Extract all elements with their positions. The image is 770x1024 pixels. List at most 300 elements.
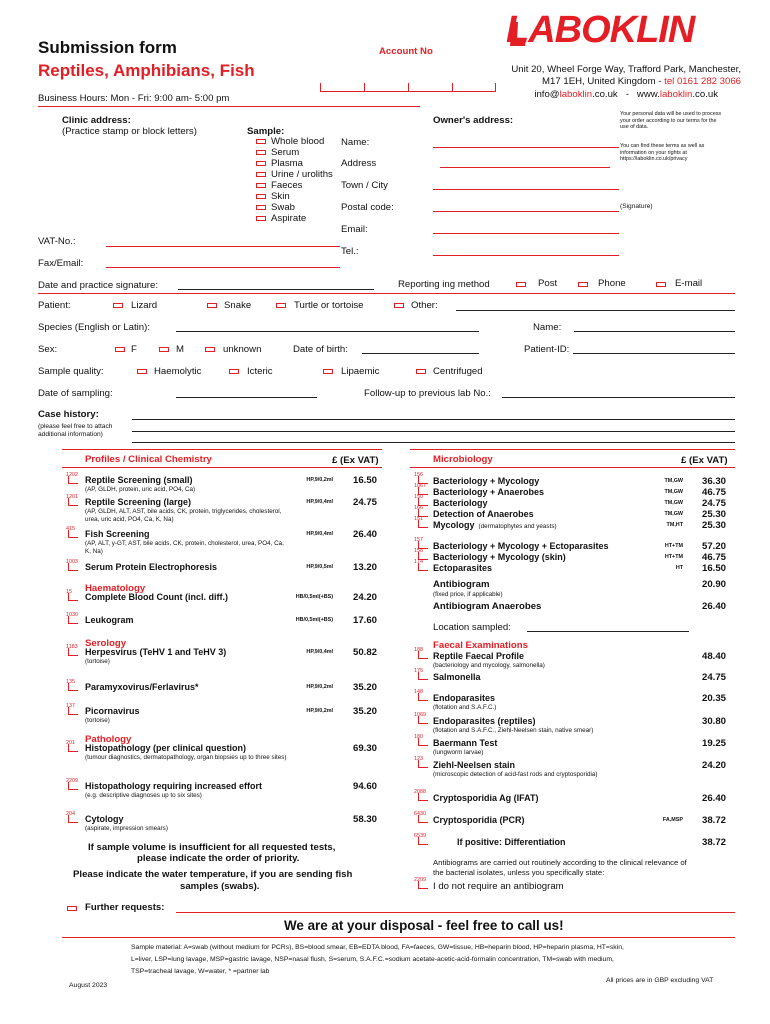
sample-option-label: Plasma <box>271 158 303 169</box>
test-code: 1202 <box>66 472 78 478</box>
sample-material-tag: HT+TM <box>664 543 683 549</box>
sample-checkbox[interactable] <box>256 194 266 199</box>
test-code: 174 <box>414 559 423 565</box>
test-code: 6539 <box>414 833 426 839</box>
water-temp-note-1: Please indicate the water temperature, if you are sending fish <box>73 869 353 880</box>
test-checkbox[interactable] <box>68 782 78 790</box>
sample-option-label: Faeces <box>271 180 303 191</box>
form-date: August 2023 <box>69 982 108 989</box>
antibiogram-label: Antibiogram <box>433 579 490 590</box>
test-name: Paramyxovirus/Ferlavirus* <box>85 682 199 692</box>
sample-material-legend-2: L=liver, LSP=lung lavage, MSP=gastric lavage, NSP=nasal flush, S=serum, S.A.F.C.=sodium acetate-acetic-acid-formalin concentration, TM=swab with medium, <box>131 956 614 963</box>
patient-lizard-checkbox[interactable] <box>113 303 123 308</box>
section-heading: Serology <box>85 638 127 649</box>
test-code: 156 <box>414 472 423 478</box>
sample-checkbox[interactable] <box>256 139 266 144</box>
quality-icteric-label: Icteric <box>247 366 273 377</box>
patient-snake-checkbox[interactable] <box>207 303 217 308</box>
test-price: 25.30 <box>701 509 726 520</box>
sample-material-tag: HP,9/0,2ml <box>306 477 333 483</box>
test-checkbox[interactable] <box>418 793 428 801</box>
pet-name-field[interactable] <box>574 331 735 332</box>
test-name-text: Bacteriology + Mycology <box>433 476 540 486</box>
left-price-heading: £ (Ex VAT) <box>332 455 379 466</box>
owner-line-3[interactable] <box>433 211 619 212</box>
test-checkbox[interactable] <box>68 498 78 506</box>
reporting-post-label: Post <box>538 278 558 289</box>
test-checkbox[interactable] <box>68 648 78 656</box>
further-requests-field[interactable] <box>176 912 735 913</box>
clinic-address-hint: (Practice stamp or block letters) <box>62 126 197 137</box>
test-code: 151 <box>414 516 423 522</box>
sample-option-label: Aspirate <box>271 213 307 224</box>
test-checkbox[interactable] <box>68 683 78 691</box>
header-divider <box>38 106 420 107</box>
test-code: 2209 <box>66 778 78 784</box>
test-description: (lungworm larvae) <box>433 749 484 756</box>
water-temp-note-2: samples (swabs). <box>180 881 260 892</box>
test-name-text: Bacteriology + Anaerobes <box>433 487 544 497</box>
test-checkbox[interactable] <box>68 563 78 571</box>
vat-label: VAT-No.: <box>38 236 76 247</box>
antibiogram-anaerobes-price: 26.40 <box>701 601 726 612</box>
page-subtitle: Reptiles, Amphibians, Fish <box>38 61 255 80</box>
reporting-email-label: E-mail <box>675 278 703 289</box>
sample-checkbox[interactable] <box>256 150 266 155</box>
lab-postcode: M17 1EH, United Kingdom - <box>542 76 662 87</box>
sample-material-tag: FA,MSP <box>662 817 683 823</box>
test-description: (flotation and S.A.F.C.) <box>433 704 497 711</box>
patient-other-checkbox[interactable] <box>394 303 404 308</box>
test-name: Cryptosporidia Ag (IFAT) <box>433 793 539 803</box>
dob-label: Date of birth: <box>293 344 348 355</box>
test-name-text: Mycology <box>433 520 475 530</box>
test-description: (AP, GLDH, protein, uric acid, PO4, Ca) <box>85 486 196 493</box>
date-sampling-field[interactable] <box>176 397 317 398</box>
contact-separator: - <box>625 89 629 100</box>
owner-address-label: Owner's address: <box>433 115 514 126</box>
test-checkbox[interactable] <box>68 476 78 484</box>
email-brand: laboklin <box>559 89 593 100</box>
test-code: 204 <box>66 811 75 817</box>
sample-material-tag: HP,9/0,4ml <box>306 531 333 537</box>
sample-material-tag: HP,9/0,2ml <box>306 708 333 714</box>
test-name: Histopathology (per clinical question) <box>85 743 247 753</box>
test-name: Reptile Screening (small) <box>85 475 193 485</box>
case-history-line-3[interactable] <box>132 442 735 443</box>
patient-label: Patient: <box>38 300 71 311</box>
test-code: 180 <box>414 734 423 740</box>
lab-address-line2 <box>542 76 741 87</box>
test-name: Cryptosporidia (PCR) <box>433 815 525 825</box>
profiles-heading: Profiles / Clinical Chemistry <box>85 454 212 465</box>
owner-address-field-label: Address <box>341 158 377 169</box>
laboklin-logo <box>506 9 732 52</box>
test-name: Bacteriology + Mycology + Ectoparasites <box>433 541 609 551</box>
test-code: 1069 <box>414 712 426 718</box>
patient-lizard-label: Lizard <box>131 300 158 311</box>
test-code: 150 <box>414 494 423 500</box>
patient-snake-label: Snake <box>224 300 252 311</box>
antibiogram-note-2: the bacterial isolates, unless you specifically state: <box>433 868 605 877</box>
test-name: Baermann Test <box>433 738 498 748</box>
volume-note-1: If sample volume is insufficient for all requested tests, <box>88 842 336 853</box>
test-code: 1003 <box>66 559 78 565</box>
test-checkbox[interactable] <box>418 672 428 680</box>
faecal-heading: Faecal Examinations <box>433 640 528 651</box>
sample-option-label: Urine / uroliths <box>271 169 333 180</box>
owner-line-0[interactable] <box>433 147 619 148</box>
owner-tel-label: Tel.: <box>341 246 359 257</box>
test-checkbox[interactable] <box>418 738 428 746</box>
sample-material-tag: HB/0,5ml(+BS) <box>295 594 333 600</box>
test-code: 148 <box>414 689 423 695</box>
test-code: 6430 <box>414 811 426 817</box>
dob-field[interactable] <box>362 353 479 354</box>
prices-note: All prices are in GBP excluding VAT <box>606 977 714 984</box>
sample-option-label: Serum <box>271 147 300 158</box>
test-code: 166 <box>414 505 423 511</box>
vat-field[interactable] <box>106 246 340 247</box>
test-name: Picornavirus <box>85 706 140 716</box>
business-hours: Business Hours: Mon - Fri: 9:00 am- 5:00 pm <box>38 93 230 104</box>
test-price: 24.20 <box>352 592 377 603</box>
fax-email-field[interactable] <box>106 267 340 268</box>
sample-material-tag: TM,HT <box>666 522 683 528</box>
test-price: 38.72 <box>701 837 726 848</box>
test-name: Serum Protein Electrophoresis <box>85 562 218 572</box>
left-head-rule <box>62 467 382 468</box>
sample-checkbox[interactable] <box>256 172 266 177</box>
sample-option-label: Skin <box>271 191 290 202</box>
test-checkbox[interactable] <box>418 651 428 659</box>
test-price: 36.30 <box>701 476 726 487</box>
antibiogram-price: 20.90 <box>701 579 726 590</box>
privacy-notice: Your personal data will be used to process your order according to our terms for the use of data. <box>620 111 722 131</box>
right-top-rule <box>410 449 735 450</box>
test-name: Salmonella <box>433 672 481 682</box>
sample-material-tag: HP,9/0,4ml <box>306 649 333 655</box>
sample-material-tag: TM,GW <box>664 500 683 506</box>
further-requests-checkbox[interactable] <box>67 906 77 911</box>
sample-checkbox[interactable] <box>256 161 266 166</box>
test-name-text: Detection of Anaerobes <box>433 509 534 519</box>
owner-line-2[interactable] <box>433 189 619 190</box>
test-name <box>433 498 488 508</box>
sample-material-tag: HP,9/0,4ml <box>306 499 333 505</box>
test-description: K, Na) <box>85 548 103 555</box>
patient-id-field[interactable] <box>573 353 735 354</box>
sample-material-tag: HP,9/0,2ml <box>306 684 333 690</box>
test-price: 26.40 <box>701 793 726 804</box>
quality-haemolytic-label: Haemolytic <box>154 366 202 377</box>
privacy-terms: You can find these terms as well as information on your rights at https://laboklin.co.uk/privacy <box>620 143 705 163</box>
sample-option-label: Whole blood <box>271 136 325 147</box>
test-price: 38.72 <box>701 815 726 826</box>
right-head-rule <box>410 467 735 468</box>
test-checkbox[interactable] <box>68 616 78 624</box>
test-description: (AP, GLDH, ALT, AST, bile acids, CK, protein, triglycerides, cholesterol, <box>85 508 282 515</box>
test-price: 24.75 <box>352 497 377 508</box>
microbiology-heading: Microbiology <box>433 454 493 465</box>
test-name: Fish Screening <box>85 529 150 539</box>
page-title: Submission form <box>38 38 177 57</box>
test-checkbox[interactable] <box>418 837 428 845</box>
disposal-banner: We are at your disposal - feel free to call us! <box>284 918 564 933</box>
test-price: 20.35 <box>701 693 726 704</box>
sex-f-label: F <box>131 344 137 355</box>
section-heading: Pathology <box>85 734 132 745</box>
test-name: Histopathology requiring increased effort <box>85 781 263 791</box>
owner-town-label: Town / City <box>341 180 388 191</box>
test-description: (microscopic detection of acid-fast rods and cryptosporidia) <box>433 771 598 778</box>
case-history-line-1[interactable] <box>132 419 735 420</box>
sample-checkbox[interactable] <box>256 205 266 210</box>
quality-haemolytic-checkbox[interactable] <box>137 369 147 374</box>
reporting-divider <box>38 293 735 294</box>
reporting-post-checkbox[interactable] <box>516 282 526 287</box>
test-code: 123 <box>414 756 423 762</box>
antibiogram-anaerobes-label: Antibiogram Anaerobes <box>433 601 542 612</box>
test-price: 50.82 <box>352 647 377 658</box>
followup-label: Follow-up to previous lab No.: <box>364 388 491 399</box>
sex-unknown-label: unknown <box>223 344 262 355</box>
reporting-method-label: Reporting ing method <box>398 279 490 290</box>
sample-material-tag: TM,GW <box>664 478 683 484</box>
section-heading: Haematology <box>85 583 146 594</box>
test-price: 16.50 <box>352 475 377 486</box>
no-antibiogram-code: 2209 <box>414 877 426 883</box>
sample-quality-label: Sample quality: <box>38 366 104 377</box>
test-price: 24.75 <box>701 672 726 683</box>
test-extra: (dermatophytes and yeasts) <box>478 523 557 530</box>
test-code: 415 <box>66 526 75 532</box>
date-signature-label: Date and practice signature: <box>38 280 158 291</box>
no-antibiogram-checkbox[interactable] <box>418 881 428 889</box>
test-price: 58.30 <box>352 814 377 825</box>
sex-m-checkbox[interactable] <box>159 347 169 352</box>
test-code: 175 <box>414 668 423 674</box>
antibiogram-sub: (fixed price, if applicable) <box>433 591 503 598</box>
sex-label: Sex: <box>38 344 58 355</box>
patient-other-label: Other: <box>411 300 438 311</box>
test-price: 17.60 <box>352 615 377 626</box>
test-checkbox[interactable] <box>68 707 78 715</box>
test-checkbox[interactable] <box>68 593 78 601</box>
test-code: 137 <box>66 703 75 709</box>
test-name <box>433 476 539 486</box>
sample-material-tag: HT <box>675 565 683 571</box>
sample-option-label: Swab <box>271 202 295 213</box>
date-signature-field[interactable] <box>178 289 374 290</box>
further-requests-label: Further requests: <box>85 902 165 913</box>
test-name <box>433 520 557 530</box>
quality-centrifuged-checkbox[interactable] <box>416 369 426 374</box>
test-price: 24.20 <box>701 760 726 771</box>
site-brand: laboklin <box>659 89 693 100</box>
sample-material-legend-1: Sample material: A=swab (without medium for PCRs), BS=blood smear, EB=EDTA blood, FA=faeces, GW=tissue, HB=heparin blood, HP=heparin plasma, HT=skin, <box>131 944 624 951</box>
location-sampled-field[interactable] <box>527 631 689 632</box>
test-code: 157 <box>414 537 423 543</box>
sample-material-tag: HP,9/0,5ml <box>306 564 333 570</box>
logo-text: LABOKLIN <box>506 9 695 51</box>
test-name: Leukogram <box>85 615 134 625</box>
test-checkbox[interactable] <box>418 693 428 701</box>
test-price: 94.60 <box>352 781 377 792</box>
test-description: (tumour diagnostics, dermatopathology, organ biopsies up to three sites) <box>85 754 287 761</box>
case-history-line-2[interactable] <box>132 431 735 432</box>
sample-label: Sample: <box>247 126 285 137</box>
lab-contact-line <box>534 89 718 100</box>
volume-note-2: please indicate the order of priority. <box>137 853 300 864</box>
left-top-rule <box>62 449 382 450</box>
species-field[interactable] <box>176 331 479 332</box>
site-prefix: www. <box>636 89 660 100</box>
sample-material-tag: HT+TM <box>664 554 683 560</box>
test-checkbox[interactable] <box>418 716 428 724</box>
followup-field[interactable] <box>502 397 735 398</box>
patient-turtle-label: Turtle or tortoise <box>294 300 364 311</box>
test-checkbox[interactable] <box>68 744 78 752</box>
sample-material-tag: HB/0,5ml(+BS) <box>295 617 333 623</box>
reporting-email-checkbox[interactable] <box>656 282 666 287</box>
test-name <box>433 509 534 519</box>
account-no-field[interactable] <box>320 76 496 92</box>
owner-signature-label: (Signature) <box>620 203 653 210</box>
quality-icteric-checkbox[interactable] <box>229 369 239 374</box>
owner-postal-label: Postal code: <box>341 202 394 213</box>
test-name-text: Bacteriology <box>433 498 488 508</box>
test-code: 188 <box>414 647 423 653</box>
test-price: 35.20 <box>352 682 377 693</box>
test-description: (bacteriology and mycology, salmonella) <box>433 662 545 669</box>
test-name: Herpesvirus (TeHV 1 and TeHV 3) <box>85 647 227 657</box>
test-checkbox[interactable] <box>418 520 428 528</box>
test-description: (tortoise) <box>85 658 110 665</box>
case-history-label: Case history: <box>38 409 99 420</box>
sample-material-tag: TM,GW <box>664 511 683 517</box>
test-description: (AP, ALT, y-GT, AST, bile acids, CK, protein, cholesterol, urea, PO4, Ca, <box>85 540 284 547</box>
test-price: 35.20 <box>352 706 377 717</box>
test-price: 16.50 <box>701 563 726 574</box>
lab-address-line1: Unit 20, Wheel Forge Way, Trafford Park, Manchester, <box>511 64 741 75</box>
test-price: 19.25 <box>701 738 726 749</box>
test-description: (flotation and S.A.F.C., Ziehl-Neelsen stain, native smear) <box>433 727 594 734</box>
test-name: If positive: Differentiation <box>457 837 566 847</box>
sample-checkbox[interactable] <box>256 216 266 221</box>
test-code: 1067 <box>414 483 426 489</box>
test-name: Endoparasites <box>433 693 496 703</box>
footer-rule <box>62 937 735 938</box>
sex-f-checkbox[interactable] <box>115 347 125 352</box>
owner-line-1[interactable] <box>440 167 610 168</box>
email-suffix: .co.uk <box>592 89 618 100</box>
test-checkbox[interactable] <box>418 815 428 823</box>
pet-name-label: Name: <box>533 322 562 333</box>
sample-material-legend-3: TSP=tracheal lavage, W=water, * =partner lab <box>131 968 270 975</box>
sample-material-tag: TM,GW <box>664 489 683 495</box>
test-name <box>433 487 544 497</box>
test-code: 201 <box>66 740 75 746</box>
test-price: 13.20 <box>352 562 377 573</box>
reporting-phone-label: Phone <box>598 278 626 289</box>
test-price: 26.40 <box>352 529 377 540</box>
test-code: 158 <box>414 548 423 554</box>
test-checkbox[interactable] <box>68 815 78 823</box>
test-description: urea, uric acid, PO4, Ca, K, Na) <box>85 516 174 523</box>
sample-checkbox[interactable] <box>256 183 266 188</box>
test-code: 1183 <box>66 644 78 650</box>
test-price: 69.30 <box>352 743 377 754</box>
patient-id-label: Patient-ID: <box>524 344 570 355</box>
quality-centrifuged-label: Centrifuged <box>433 366 483 377</box>
test-name: Ectoparasites <box>433 563 493 573</box>
test-price: 46.75 <box>701 552 726 563</box>
quality-lipaemic-label: Lipaemic <box>341 366 380 377</box>
right-price-heading: £ (Ex VAT) <box>681 455 728 466</box>
fax-email-label: Fax/Email: <box>38 258 84 269</box>
test-code: 2088 <box>414 789 426 795</box>
test-price: 30.80 <box>701 716 726 727</box>
lab-phone: tel 0161 282 3066 <box>664 76 741 87</box>
email-prefix: info@ <box>534 89 560 100</box>
test-price: 57.20 <box>701 541 726 552</box>
test-name: Ziehl-Neelsen stain <box>433 760 516 770</box>
location-sampled-label: Location sampled: <box>433 622 511 633</box>
test-checkbox[interactable] <box>68 530 78 538</box>
test-description: (aspirate, impression smears) <box>85 825 168 832</box>
owner-line-4[interactable] <box>433 233 619 234</box>
quality-lipaemic-checkbox[interactable] <box>323 369 333 374</box>
case-history-hint-2: additional information) <box>38 431 103 438</box>
test-code: 1030 <box>66 612 78 618</box>
test-price: 46.75 <box>701 487 726 498</box>
test-code: 15 <box>66 589 72 595</box>
test-price: 25.30 <box>701 520 726 531</box>
test-name: Endoparasites (reptiles) <box>433 716 536 726</box>
test-description: (tortoise) <box>85 717 110 724</box>
site-suffix: .co.uk <box>692 89 718 100</box>
test-name: Complete Blood Count (incl. diff.) <box>85 592 228 602</box>
no-antibiogram-label: I do not require an antibiogram <box>433 881 564 892</box>
species-label: Species (English or Latin): <box>38 322 150 333</box>
test-name: Cytology <box>85 814 124 824</box>
date-sampling-label: Date of sampling: <box>38 388 113 399</box>
case-history-hint-1: (please feel free to attach <box>38 423 113 430</box>
reporting-phone-checkbox[interactable] <box>578 282 588 287</box>
test-name: Reptile Screening (large) <box>85 497 192 507</box>
test-price: 24.75 <box>701 498 726 509</box>
owner-name-label: Name: <box>341 137 370 148</box>
test-price: 48.40 <box>701 651 726 662</box>
patient-turtle-checkbox[interactable] <box>276 303 286 308</box>
test-description: (e.g. descriptive diagnoses up to six sites) <box>85 792 202 799</box>
account-no-label: Account No <box>379 46 433 57</box>
test-code: 1201 <box>66 494 78 500</box>
owner-email-label: Email: <box>341 224 368 235</box>
sex-unknown-checkbox[interactable] <box>205 347 215 352</box>
patient-other-field[interactable] <box>456 310 735 311</box>
test-code: 135 <box>66 679 75 685</box>
antibiogram-note-1: Antibiograms are carried out routinely according to the clinical relevance of <box>433 858 687 867</box>
clinic-address-label: Clinic address: <box>62 115 131 126</box>
sex-m-label: M <box>176 344 184 355</box>
test-checkbox[interactable] <box>418 760 428 768</box>
test-checkbox[interactable] <box>418 563 428 571</box>
test-name: Bacteriology + Mycology (skin) <box>433 552 566 562</box>
owner-line-5[interactable] <box>433 255 619 256</box>
test-name: Reptile Faecal Profile <box>433 651 525 661</box>
